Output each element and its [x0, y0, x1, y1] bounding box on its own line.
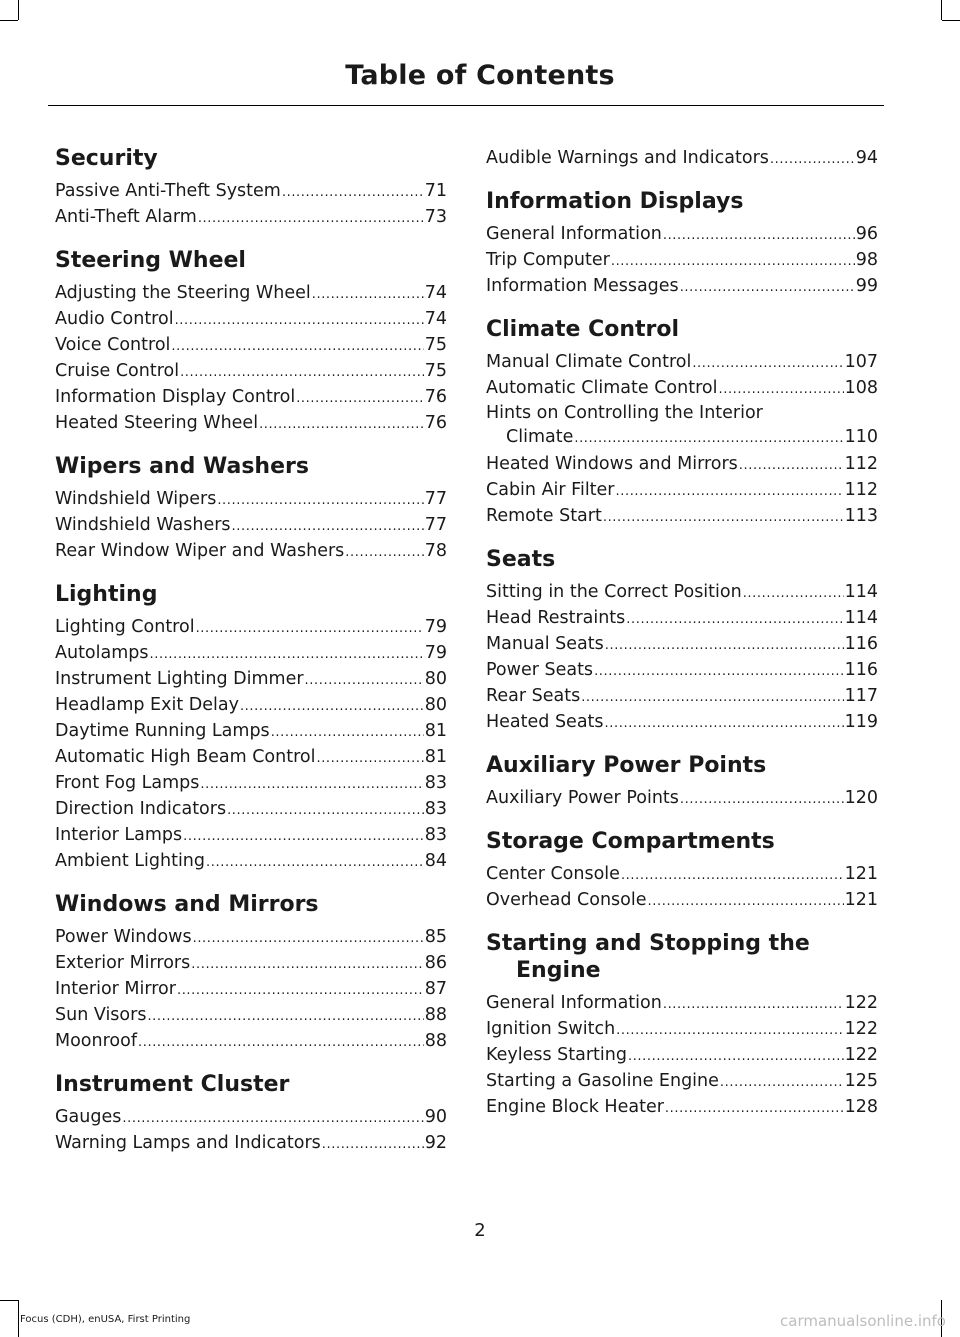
- entry-label: Rear Window Wiper and Washers: [55, 541, 345, 561]
- toc-entry[interactable]: [486, 709, 878, 735]
- toc-entry[interactable]: [486, 451, 878, 477]
- entry-label: Windshield Washers: [55, 515, 231, 535]
- entry-page-number: 122: [844, 1045, 878, 1065]
- entry-label: Remote Start: [486, 506, 602, 526]
- entry-label: Lighting Control: [55, 617, 195, 637]
- dot-leader: [150, 642, 424, 668]
- crop-mark: [0, 20, 18, 21]
- entry-label: Manual Climate Control: [486, 352, 692, 372]
- toc-entry[interactable]: [55, 410, 447, 436]
- toc-entry[interactable]: [486, 401, 878, 451]
- toc-entry[interactable]: [55, 744, 447, 770]
- dot-leader: [138, 1030, 424, 1056]
- toc-entry[interactable]: [486, 145, 878, 171]
- entry-label: Audible Warnings and Indicators: [486, 148, 769, 168]
- toc-entry[interactable]: [486, 683, 878, 709]
- title-divider: [48, 105, 884, 106]
- entry-page-number: 119: [844, 712, 878, 732]
- section-title: Auxiliary Power Points: [486, 753, 767, 778]
- toc-entry[interactable]: [55, 1002, 447, 1028]
- section-title: Windows and Mirrors: [55, 892, 319, 917]
- entry-label: Ignition Switch: [486, 1019, 616, 1039]
- entry-page-number: 83: [424, 825, 447, 845]
- dot-leader: [147, 1004, 423, 1030]
- toc-entry[interactable]: [55, 538, 447, 564]
- dot-leader: [316, 746, 423, 772]
- toc-entry[interactable]: [55, 178, 447, 204]
- entry-page-number: 108: [844, 378, 878, 398]
- entry-page-number: 74: [424, 283, 447, 303]
- entry-label: Auxiliary Power Points: [486, 788, 679, 808]
- section-title: Climate Control: [486, 317, 680, 342]
- toc-entry[interactable]: [55, 512, 447, 538]
- entry-label-continued: [486, 425, 878, 451]
- dot-leader: [743, 581, 844, 607]
- dot-leader: [232, 514, 424, 540]
- entry-label: Sun Visors: [55, 1005, 147, 1025]
- dot-leader: [193, 926, 424, 952]
- toc-entry[interactable]: [55, 692, 447, 718]
- dot-leader: [603, 505, 844, 531]
- dot-leader: [177, 978, 424, 1004]
- entry-page-number: 116: [844, 634, 878, 654]
- dot-leader: [692, 351, 843, 377]
- entry-label: Ambient Lighting: [55, 851, 206, 871]
- section-gap: [55, 874, 447, 891]
- section-title: Lighting: [55, 582, 158, 607]
- dot-leader: [305, 668, 424, 694]
- entry-label: Heated Windows and Mirrors: [486, 454, 738, 474]
- entry-label-part: Climate: [506, 427, 574, 447]
- entry-page-number: 83: [424, 799, 447, 819]
- entry-label: Keyless Starting: [486, 1045, 627, 1065]
- entry-label: Head Restraints: [486, 608, 626, 628]
- entry-label: Center Console: [486, 864, 620, 884]
- entry-page-number: 112: [844, 480, 878, 500]
- entry-page-number: 107: [844, 352, 878, 372]
- dot-leader: [312, 282, 424, 308]
- toc-section: [486, 828, 878, 913]
- entry-label: Windshield Wipers: [55, 489, 217, 509]
- footer-text: Focus (CDH), enUSA, First Printing: [20, 1314, 191, 1325]
- entry-label: Starting a Gasoline Engine: [486, 1071, 719, 1091]
- dot-leader: [206, 850, 424, 876]
- toc-section: [486, 546, 878, 735]
- toc-entry[interactable]: [55, 950, 447, 976]
- entry-label: Automatic Climate Control: [486, 378, 718, 398]
- dot-leader: [581, 685, 843, 711]
- section-title: Instrument Cluster: [55, 1072, 290, 1097]
- entry-page-number: 88: [424, 1031, 447, 1051]
- toc-entry[interactable]: [55, 640, 447, 666]
- dot-leader: [171, 334, 423, 360]
- dot-leader: [739, 453, 844, 479]
- entry-label: Trip Computer: [486, 250, 610, 270]
- toc-entry[interactable]: [55, 848, 447, 874]
- entry-page-number: 114: [844, 582, 878, 602]
- entry-page-number: 77: [424, 515, 447, 535]
- dot-leader: [282, 180, 424, 206]
- dot-leader: [345, 540, 423, 566]
- entry-label: General Information: [486, 993, 662, 1013]
- entry-label: Information Display Control: [55, 387, 296, 407]
- entry-page-number: 75: [424, 361, 447, 381]
- toc-entry[interactable]: [486, 861, 878, 887]
- dot-leader: [322, 1132, 424, 1158]
- entry-page-number: 113: [844, 506, 878, 526]
- entry-label: Gauges: [55, 1107, 122, 1127]
- toc-entry[interactable]: [55, 614, 447, 640]
- entry-page-number: 71: [424, 181, 447, 201]
- dot-leader: [296, 386, 424, 412]
- entry-page-number: 121: [844, 864, 878, 884]
- toc-section: [55, 453, 447, 564]
- entry-label: Anti-Theft Alarm: [55, 207, 197, 227]
- section-title: Security: [55, 146, 158, 171]
- dot-leader: [621, 863, 844, 889]
- dot-leader: [605, 633, 844, 659]
- toc-right-column: [486, 145, 878, 1120]
- entry-label: Audio Control: [55, 309, 174, 329]
- toc-entry[interactable]: [486, 349, 878, 375]
- section-gap: [486, 299, 878, 316]
- dot-leader: [770, 147, 855, 173]
- toc-entry[interactable]: [486, 1094, 878, 1120]
- dot-leader: [240, 694, 424, 720]
- crop-mark: [941, 0, 942, 20]
- toc-entry[interactable]: [55, 976, 447, 1002]
- entry-label: Passive Anti-Theft System: [55, 181, 281, 201]
- toc-entry[interactable]: [486, 1016, 878, 1042]
- entry-page-number: 74: [424, 309, 447, 329]
- entry-page-number: 76: [424, 387, 447, 407]
- dot-leader: [720, 1070, 844, 1096]
- entry-page-number: 99: [855, 276, 878, 296]
- toc-entry[interactable]: [55, 204, 447, 230]
- entry-label: Cruise Control: [55, 361, 180, 381]
- toc-entry[interactable]: [486, 375, 878, 401]
- crop-mark: [18, 0, 19, 20]
- dot-leader: [663, 223, 855, 249]
- entry-page-number: 94: [855, 148, 878, 168]
- entry-page-number: 79: [424, 617, 447, 637]
- section-gap: [486, 529, 878, 546]
- toc-section: [55, 581, 447, 874]
- toc-entry[interactable]: [55, 306, 447, 332]
- entry-page-number: 88: [424, 1005, 447, 1025]
- toc-section: [486, 930, 878, 1120]
- entry-label: Hints on Controlling the Interior: [486, 403, 763, 423]
- toc-section: [486, 316, 878, 529]
- dot-leader: [175, 308, 424, 334]
- entry-page-number: 98: [855, 250, 878, 270]
- entry-page-number: 75: [424, 335, 447, 355]
- section-gap: [55, 564, 447, 581]
- entry-label: Heated Seats: [486, 712, 604, 732]
- toc-entry[interactable]: [486, 1068, 878, 1094]
- page-number: 2: [474, 1220, 486, 1241]
- toc-entry[interactable]: [55, 1104, 447, 1130]
- toc-entry[interactable]: [55, 718, 447, 744]
- dot-leader: [259, 412, 424, 438]
- section-gap: [486, 913, 878, 930]
- entry-label: Autolamps: [55, 643, 149, 663]
- dot-leader: [605, 711, 844, 737]
- entry-label: Exterior Mirrors: [55, 953, 191, 973]
- toc-section: [486, 145, 878, 171]
- entry-label: Interior Mirror: [55, 979, 176, 999]
- toc-section: [486, 188, 878, 299]
- entry-page-number: 80: [424, 669, 447, 689]
- entry-page-number: 73: [424, 207, 447, 227]
- section-title: Steering Wheel: [55, 248, 246, 273]
- toc-entry[interactable]: [486, 579, 878, 605]
- toc-entry[interactable]: [486, 221, 878, 247]
- toc-section: [55, 891, 447, 1054]
- dot-leader: [271, 720, 424, 746]
- dot-leader: [718, 377, 843, 403]
- section-gap: [486, 171, 878, 188]
- toc-entry[interactable]: [55, 384, 447, 410]
- dot-leader: [616, 1018, 843, 1044]
- entry-page-number: 125: [844, 1071, 878, 1091]
- section-gap: [486, 811, 878, 828]
- section-title: Starting and Stopping the Engine: [486, 931, 810, 983]
- toc-entry[interactable]: [55, 822, 447, 848]
- dot-leader: [648, 889, 844, 915]
- dot-leader: [611, 249, 855, 275]
- entry-page-number: 116: [844, 660, 878, 680]
- dot-leader: [217, 488, 423, 514]
- dot-leader: [616, 479, 844, 505]
- entry-page-number: 78: [424, 541, 447, 561]
- toc-entry[interactable]: [486, 990, 878, 1016]
- entry-label: Automatic High Beam Control: [55, 747, 316, 767]
- dot-leader: [665, 1096, 844, 1122]
- section-gap: [55, 230, 447, 247]
- entry-page-number: 117: [844, 686, 878, 706]
- entry-label: Direction Indicators: [55, 799, 227, 819]
- toc-entry[interactable]: [486, 657, 878, 683]
- toc-entry[interactable]: [55, 770, 447, 796]
- entry-label: Manual Seats: [486, 634, 604, 654]
- entry-page-number: 81: [424, 721, 447, 741]
- entry-page-number: 84: [424, 851, 447, 871]
- toc-entry[interactable]: [486, 477, 878, 503]
- entry-page-number: 122: [844, 993, 878, 1013]
- entry-label: Heated Steering Wheel: [55, 413, 259, 433]
- entry-page-number: 90: [424, 1107, 447, 1127]
- section-title: Seats: [486, 547, 556, 572]
- entry-label: Moonroof: [55, 1031, 137, 1051]
- dot-leader: [191, 952, 423, 978]
- entry-page-number: 77: [424, 489, 447, 509]
- entry-label: Power Windows: [55, 927, 192, 947]
- toc-entry[interactable]: [55, 924, 447, 950]
- section-gap: [55, 436, 447, 453]
- entry-page-number: 96: [855, 224, 878, 244]
- entry-label: Engine Block Heater: [486, 1097, 664, 1117]
- dot-leader: [227, 798, 424, 824]
- section-title: Wipers and Washers: [55, 454, 309, 479]
- crop-mark: [18, 1300, 19, 1337]
- dot-leader: [663, 992, 844, 1018]
- toc-entry[interactable]: [55, 332, 447, 358]
- entry-label: Adjusting the Steering Wheel: [55, 283, 311, 303]
- toc-entry[interactable]: [55, 280, 447, 306]
- entry-page-number: 114: [844, 608, 878, 628]
- toc-entry[interactable]: [486, 1042, 878, 1068]
- section-gap: [486, 735, 878, 752]
- toc-section: [55, 1071, 447, 1156]
- toc-entry[interactable]: [55, 486, 447, 512]
- entry-page-number: 76: [424, 413, 447, 433]
- entry-label: Voice Control: [55, 335, 171, 355]
- entry-label: Overhead Console: [486, 890, 647, 910]
- section-gap: [55, 1054, 447, 1071]
- entry-label: Interior Lamps: [55, 825, 183, 845]
- dot-leader: [183, 824, 424, 850]
- entry-label: Information Messages: [486, 276, 679, 296]
- entry-page-number: 120: [844, 788, 878, 808]
- dot-leader: [200, 772, 423, 798]
- page-title: Table of Contents: [345, 60, 615, 91]
- toc-entry[interactable]: [486, 887, 878, 913]
- watermark: carmanualsonline.info: [780, 1312, 946, 1330]
- entry-label: Instrument Lighting Dimmer: [55, 669, 304, 689]
- toc-entry[interactable]: [486, 785, 878, 811]
- dot-leader: [680, 787, 844, 813]
- dot-leader: [628, 1044, 844, 1070]
- entry-page-number: 86: [424, 953, 447, 973]
- entry-page-number: 85: [424, 927, 447, 947]
- toc-entry[interactable]: [486, 273, 878, 299]
- entry-page-number: 87: [424, 979, 447, 999]
- entry-page-number: 112: [844, 454, 878, 474]
- dot-leader: [180, 360, 424, 386]
- entry-label: Warning Lamps and Indicators: [55, 1133, 321, 1153]
- dot-leader: [574, 427, 843, 451]
- toc-entry[interactable]: [486, 503, 878, 529]
- dot-leader: [198, 206, 424, 232]
- dot-leader: [680, 275, 855, 301]
- entry-label: Daytime Running Lamps: [55, 721, 270, 741]
- toc-section: [486, 752, 878, 811]
- toc-entry[interactable]: [55, 796, 447, 822]
- entry-label: Sitting in the Correct Position: [486, 582, 742, 602]
- section-title: Storage Compartments: [486, 829, 775, 854]
- entry-page-number: 110: [844, 427, 878, 447]
- entry-label: General Information: [486, 224, 662, 244]
- dot-leader: [626, 607, 843, 633]
- entry-page-number: 122: [844, 1019, 878, 1039]
- toc-entry[interactable]: [55, 1130, 447, 1156]
- crop-mark: [0, 1300, 18, 1301]
- toc-section: [55, 145, 447, 230]
- toc-entry[interactable]: [55, 1028, 447, 1054]
- entry-label: Cabin Air Filter: [486, 480, 615, 500]
- entry-page-number: 121: [844, 890, 878, 910]
- entry-page-number: 128: [844, 1097, 878, 1117]
- entry-page-number: 92: [424, 1133, 447, 1153]
- entry-page-number: 83: [424, 773, 447, 793]
- dot-leader: [594, 659, 844, 685]
- entry-page-number: 79: [424, 643, 447, 663]
- entry-page-number: 81: [424, 747, 447, 767]
- toc-section: [55, 247, 447, 436]
- toc-left-column: [55, 145, 447, 1156]
- entry-page-number: 80: [424, 695, 447, 715]
- toc-entry[interactable]: [486, 605, 878, 631]
- crop-mark: [942, 20, 960, 21]
- toc-entry[interactable]: [55, 666, 447, 692]
- entry-label: Power Seats: [486, 660, 594, 680]
- entry-label: Front Fog Lamps: [55, 773, 200, 793]
- section-title: Information Displays: [486, 189, 744, 214]
- toc-entry[interactable]: [486, 631, 878, 657]
- entry-label: Rear Seats: [486, 686, 581, 706]
- toc-entry[interactable]: [55, 358, 447, 384]
- toc-entry[interactable]: [486, 247, 878, 273]
- dot-leader: [122, 1106, 423, 1132]
- entry-label: Headlamp Exit Delay: [55, 695, 239, 715]
- dot-leader: [196, 616, 424, 642]
